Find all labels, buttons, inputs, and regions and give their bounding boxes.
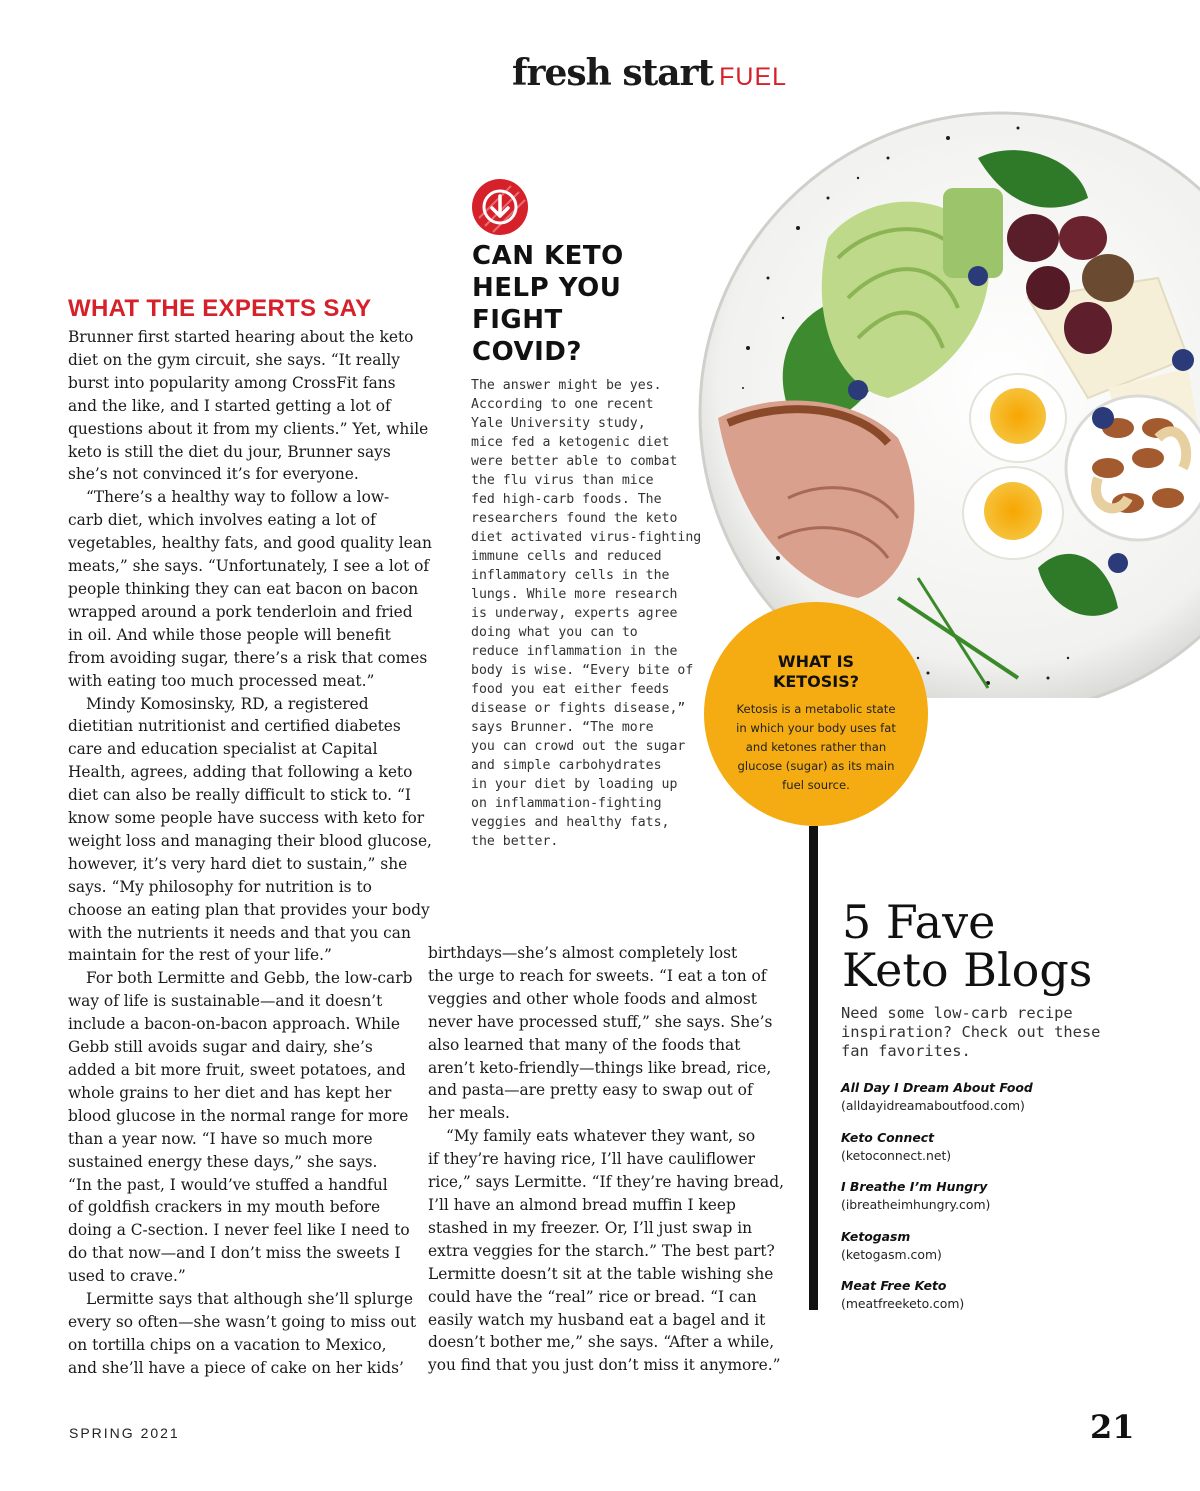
blog-list [841,1078,1141,1326]
article-line: I’ll have an almond bread muffin I keep [428,1195,736,1214]
covid-body-line: mice fed a ketogenic diet [471,435,670,450]
blog-item [841,1276,1141,1326]
ketosis-body [704,700,928,795]
covid-body-line: disease or fights disease,” [471,701,686,716]
blog-item [841,1227,1141,1277]
ketosis-body-line: in which your body uses fat [736,721,896,735]
article-line: aren’t keto-friendly—things like bread, rice, [428,1058,772,1077]
article-line: her meals. [428,1104,510,1123]
article-line: Health, agrees, adding that following a keto [68,763,413,782]
article-line: and she’ll have a piece of cake on her kids’ [68,1358,404,1377]
covid-body-line: researchers found the keto [471,511,678,526]
article-line: know some people have success with keto for [68,809,425,828]
covid-body-line: According to one recent [471,397,654,412]
covid-body-line: veggies and healthy fats, [471,815,670,830]
article-line: easily watch my husband eat a bagel and it [428,1310,766,1329]
article-line: “My family eats whatever they want, so [446,1127,756,1146]
article-line: from avoiding sugar, there’s a risk that comes [68,648,428,667]
covid-body-line: says Brunner. “The more [471,720,654,735]
blog-url[interactable]: (ketogasm.com) [841,1246,942,1262]
article-line: dietitian nutritionist and certified diabetes [68,717,401,736]
covid-body-line: you can crowd out the sugar [471,739,686,754]
blog-name: All Day I Dream About Food [841,1080,1033,1095]
article-line: than a year now. “I have so much more [68,1129,373,1148]
blog-name: Meat Free Keto [841,1278,947,1293]
article-line: wrapped around a pork tenderloin and fried [68,602,413,621]
blogs-title: 5 Fave Keto Blogs [842,895,1093,997]
ketosis-title-line-1: WHAT IS [777,652,855,671]
article-line: vegetables, healthy fats, and good quality lean [68,534,432,553]
article-line: Brunner first started hearing about the keto [68,328,414,346]
blog-name: I Breathe I’m Hungry [841,1179,988,1194]
covid-body-line: lungs. While more research [471,587,678,602]
article-line: do that now—and I don’t miss the sweets I [68,1244,401,1263]
covid-body-line: food you eat either feeds [471,682,670,697]
article-line: questions about it from my clients.” Yet, while [68,419,429,438]
covid-body-line: and simple carbohydrates [471,758,662,773]
covid-sidebar-title: CAN KETO HELP YOU FIGHT COVID? [472,241,624,367]
article-line: every so often—she wasn’t going to miss out [68,1312,417,1331]
article-line: people thinking they can eat bacon on bacon [68,579,419,598]
article-line: of goldfish crackers in my mouth before [68,1198,381,1217]
article-line: says. “My philosophy for nutrition is to [68,877,372,896]
article-line: never have processed stuff,” she says. She’s [428,1012,773,1031]
article-line: also learned that many of the foods that [428,1035,741,1054]
experts-heading: WHAT THE EXPERTS SAY [68,295,372,322]
blogs-intro: Need some low-carb recipe inspiration? Check out these fan favorites. [841,1004,1101,1060]
article-line: she’s not convinced it’s for everyone. [68,465,359,484]
article-line: sustained energy these days,” she says. [68,1152,378,1171]
article-line: “In the past, I would’ve stuffed a handful [68,1175,388,1194]
article-line: “There’s a healthy way to follow a low- [86,488,390,507]
article-column-1 [68,326,432,1380]
article-line: birthdays—she’s almost completely lost [428,944,738,962]
covid-body-line: fed high-carb foods. The [471,492,662,507]
article-line: in oil. And while those people will benefit [68,625,391,644]
covid-body-line: immune cells and reduced [471,549,662,564]
blog-item [841,1078,1141,1128]
brand-wordmark: fresh start [512,52,714,94]
covid-body-line: The answer might be yes. [471,378,662,393]
article-line: whole grains to her diet and has kept her [68,1083,392,1102]
covid-body-line: reduce inflammation in the [471,644,678,659]
blog-url[interactable]: (alldayidreamaboutfood.com) [841,1098,1025,1113]
article-line: used to crave.” [68,1267,186,1286]
article-line: extra veggies for the starch.” The best part? [428,1241,775,1260]
blog-item [841,1177,1141,1227]
ketosis-title-line-2: KETOSIS? [772,672,860,691]
article-line: burst into popularity among CrossFit fans [68,373,396,392]
blog-url[interactable]: (meatfreeketo.com) [841,1296,965,1311]
article-line: however, it’s very hard diet to sustain,” she [68,854,408,873]
article-line: diet on the gym circuit, she says. “It really [68,350,400,369]
article-line: diet can also be really difficult to stick to. “I [68,786,411,805]
blog-item [841,1128,1141,1178]
covid-sidebar-body [471,376,702,851]
article-line: care and education specialist at Capital [68,740,378,759]
article-line: rice,” says Lermitte. “If they’re having bread, [428,1173,784,1192]
article-line: the urge to reach for sweets. “I eat a ton of [428,966,767,985]
article-line: could have the “real” rice or bread. “I can [428,1287,757,1306]
article-line: blood glucose in the normal range for more [68,1106,409,1125]
down-arrow-circle-icon [471,178,529,236]
article-line: carb diet, which involves eating a lot of [68,511,376,530]
article-line: For both Lermitte and Gebb, the low-carb [86,969,413,988]
covid-body-line: doing what you can to [471,625,638,640]
covid-body-line: were better able to combat [471,454,678,469]
ketosis-callout [704,602,928,826]
ketosis-body-line: Ketosis is a metabolic state [736,702,896,716]
article-line: with eating too much processed meat.” [68,671,375,690]
article-line: Lermitte doesn’t sit at the table wishing she [428,1264,774,1283]
article-line: you find that you just don’t miss it anymore.” [428,1356,781,1375]
article-line: with the nutrients it needs and that you can [68,923,411,942]
article-column-2 [428,942,784,1377]
article-line: Lermitte says that although she’ll splurge [86,1290,413,1309]
covid-body-line: is underway, experts agree [471,606,678,621]
article-line: include a bacon-on-bacon approach. While [68,1015,401,1034]
covid-body-line: in your diet by loading up [471,777,678,792]
article-line: way of life is sustainable—and it doesn’t [68,992,383,1011]
article-line: doesn’t bother me,” she says. “After a while, [428,1333,775,1352]
article-line: stashed in my freezer. Or, I’ll just swap in [428,1218,753,1237]
article-line: doing a C-section. I never feel like I need to [68,1221,410,1240]
blog-url[interactable]: (ketoconnect.net) [841,1147,952,1163]
blog-name: Keto Connect [841,1129,934,1145]
article-line: keto is still the diet du jour, Brunner says [68,442,391,461]
article-line: veggies and other whole foods and almost [428,989,757,1008]
covid-body-line: Yale University study, [471,416,646,431]
ketosis-body-line: glucose (sugar) as its main [737,759,895,773]
page-number: 21 [1090,1408,1135,1446]
salad-plate-photo [688,98,1200,698]
ketosis-body-line: and ketones rather than [745,740,887,754]
covid-body-line: diet activated virus-fighting [471,530,702,545]
covid-body-line: the flu virus than mice [471,473,654,488]
covid-body-line: body is wise. “Every bite of [471,663,694,678]
article-line: weight loss and managing their blood glucose, [68,831,432,850]
covid-body-line: the better. [471,834,559,849]
article-line: choose an eating plan that provides your body [68,900,430,919]
section-label: FUEL [719,63,788,91]
article-line: on tortilla chips on a vacation to Mexico, [68,1335,387,1354]
article-line: Gebb still avoids sugar and dairy, she’s [68,1038,373,1057]
ketosis-body-line: fuel source. [782,778,850,792]
article-line: Mindy Komosinsky, RD, a registered [86,694,369,713]
article-line: if they’re having rice, I’ll have cauliflower [428,1150,756,1169]
blog-url[interactable]: (ibreatheimhungry.com) [841,1197,991,1212]
divider-line [809,826,818,1310]
covid-body-line: inflammatory cells in the [471,568,670,583]
article-line: and pasta—are pretty easy to swap out of [428,1081,753,1100]
masthead [512,52,787,94]
covid-body-line: on inflammation-fighting [471,796,662,811]
article-line: meats,” she says. “Unfortunately, I see a lot of [68,557,430,576]
article-line: added a bit more fruit, sweet potatoes, and [68,1061,406,1079]
issue-label: SPRING 2021 [69,1425,180,1441]
article-line: maintain for the rest of your life.” [68,946,332,965]
blog-name: Ketogasm [841,1228,911,1244]
article-line: and the like, and I started getting a lot of [68,396,391,415]
